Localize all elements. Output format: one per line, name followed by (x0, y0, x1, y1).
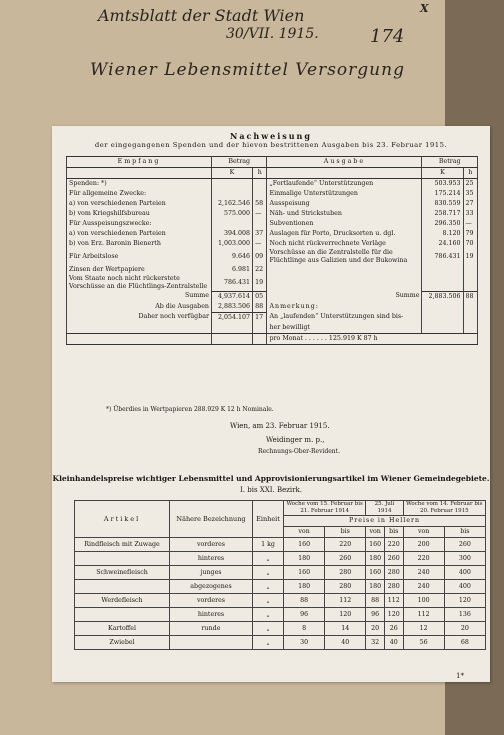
handwritten-source: Amtsblatt der Stadt Wien (98, 6, 305, 25)
price-cell: 96 (366, 608, 385, 622)
price-cell: 260 (384, 552, 403, 566)
ausgabe-item: Auslagen für Porto, Drucksorten u. dgl. (267, 229, 422, 239)
ausgabe-item: Subventionen (267, 219, 422, 229)
price-cell: 260 (444, 538, 485, 552)
ausgabe-h: 70 (463, 239, 477, 249)
summe-label-right: Summe (267, 291, 422, 302)
price-cell: 160 (284, 566, 325, 580)
handwritten-date: 30/VII. 1915. (226, 26, 319, 42)
empfang-k: 575.000 (212, 209, 253, 219)
empfang-k: 9.646 (212, 249, 253, 265)
ausgabe-item: Einmalige Unterstützungen (267, 189, 422, 199)
price-cell: 8 (284, 622, 325, 636)
price-cell: 160 (366, 538, 385, 552)
price-cell: 220 (384, 538, 403, 552)
empfang-k: 394.008 (212, 229, 253, 239)
ausgabe-h: 25 (463, 179, 477, 190)
price-cell: 96 (284, 608, 325, 622)
table-row (67, 265, 478, 275)
ausgabe-item: Näh- und Strickstuben (267, 209, 422, 219)
price-cell: 30 (284, 636, 325, 650)
empfang-k (212, 179, 253, 190)
artikel-cell: Werdefleisch (75, 594, 170, 608)
anmerkung-text-3: pro Monat . . . . . . 125.919 K 87 h (267, 333, 478, 344)
price-cell: 14 (325, 622, 366, 636)
ausgabe-k: 175.214 (422, 189, 463, 199)
artikel-cell (75, 552, 170, 566)
rest-h: 17 (253, 312, 267, 323)
price-cell: 160 (284, 538, 325, 552)
price-cell: 280 (325, 566, 366, 580)
donations-table (66, 156, 478, 345)
bezeichnung-cell: hinteres (170, 608, 253, 622)
ausgabe-h: 35 (463, 189, 477, 199)
doc1-subtitle: der eingegangenen Spenden und der hievon bestrittenen Ausgaben bis 23. Februar 1915. (94, 141, 448, 149)
price-cell: 120 (444, 594, 485, 608)
bezeichnung-cell: vorderes (170, 538, 253, 552)
price-cell: 112 (325, 594, 366, 608)
doc2-title: Kleinhandelspreise wichtiger Lebensmittel und Approvisionierungsartikel im Wiener Gemeindegebiete. (52, 474, 490, 483)
price-cell: 26 (384, 622, 403, 636)
ausgabe-h: — (463, 219, 477, 229)
ab-label: Ab die Ausgaben (67, 302, 212, 313)
ausgabe-k: 503.953 (422, 179, 463, 190)
bezeichnung-cell: vorderes (170, 594, 253, 608)
header-h-left: h (253, 168, 267, 179)
price-cell: 40 (384, 636, 403, 650)
rest-k: 2,054.107 (212, 312, 253, 323)
empfang-k: 6.981 (212, 265, 253, 275)
anmerkung-text-2: her bewilligt (267, 323, 422, 334)
bezeichnung-cell: runde (170, 622, 253, 636)
price-cell: 280 (384, 566, 403, 580)
artikel-cell: Schweinefleisch (75, 566, 170, 580)
table-row (67, 189, 478, 199)
header-betrag-right: Betrag (422, 157, 478, 168)
header-betrag-left: Betrag (212, 157, 267, 168)
col-artikel: Artikel (75, 501, 170, 538)
table-row (67, 249, 478, 265)
ausgabe-item: Noch nicht rückverrechnete Verläge (267, 239, 422, 249)
ausgabe-item: Ausspeisung (267, 199, 422, 209)
table-row (67, 179, 478, 190)
price-cell: 280 (325, 580, 366, 594)
empfang-k (212, 219, 253, 229)
ausgabe-k (422, 265, 463, 275)
artikel-cell: Rindfleisch mit Zuwage (75, 538, 170, 552)
col-von-1: von (284, 527, 325, 538)
header-k-left: K (212, 168, 253, 179)
price-cell: 12 (403, 622, 444, 636)
empfang-h: — (253, 209, 267, 219)
price-cell: 240 (403, 566, 444, 580)
empfang-h: 58 (253, 199, 267, 209)
rest-label: Daher noch verfügbar (67, 312, 212, 323)
price-cell: 100 (403, 594, 444, 608)
footnote: *) Überdies in Wertpapieren 288.929 K 12 h Nominale. (106, 406, 274, 413)
place-date: Wien, am 23. Februar 1915. (230, 422, 330, 430)
table-row (75, 566, 486, 580)
header-h-right: h (463, 168, 477, 179)
price-cell: 200 (403, 538, 444, 552)
table-row (67, 199, 478, 209)
empfang-item: Für Arbeitslose (67, 249, 212, 265)
empfang-k: 786.431 (212, 275, 253, 291)
price-cell: 112 (403, 608, 444, 622)
printed-clipping (52, 126, 490, 682)
empfang-h: 19 (253, 275, 267, 291)
table-row (75, 608, 486, 622)
doc2-subtitle: I. bis XXI. Bezirk. (240, 486, 302, 494)
price-cell: 120 (384, 608, 403, 622)
ausgabe-k: 830.559 (422, 199, 463, 209)
empfang-item: Für allgemeine Zwecke: (67, 189, 212, 199)
ausgabe-item (267, 265, 422, 275)
empfang-item: Für Ausspeisungszwecke: (67, 219, 212, 229)
table-row (75, 538, 486, 552)
anmerkung-title: Anmerkung: (267, 302, 422, 313)
summe-left-h: 05 (253, 291, 267, 302)
ausgabe-h: 27 (463, 199, 477, 209)
anmerkung-text-1: An „laufenden“ Unterstützungen sind bis- (267, 312, 422, 323)
empfang-item: a) von verschiedenen Parteien (67, 199, 212, 209)
price-cell: 240 (403, 580, 444, 594)
price-cell: 180 (284, 580, 325, 594)
table-row (67, 219, 478, 229)
einheit-cell: „ (253, 552, 284, 566)
ausgabe-h: 19 (463, 249, 477, 265)
einheit-cell: „ (253, 622, 284, 636)
einheit-cell: 1 kg (253, 538, 284, 552)
artikel-cell: Kartoffel (75, 622, 170, 636)
handwritten-mark: X (420, 2, 429, 15)
ab-h: 88 (253, 302, 267, 313)
ausgabe-k: 296.350 (422, 219, 463, 229)
header-empfang: Empfang (67, 157, 212, 168)
price-cell: 180 (284, 552, 325, 566)
ausgabe-k: 24.160 (422, 239, 463, 249)
col-preise: Preise in Hellern (284, 516, 486, 527)
artikel-cell: Zwiebel (75, 636, 170, 650)
col-bezeichnung: Nähere Bezeichnung (170, 501, 253, 538)
empfang-h (253, 219, 267, 229)
bezeichnung-cell: abgezogenes (170, 580, 253, 594)
header-ausgabe: Ausgabe (267, 157, 422, 168)
table-row (75, 636, 486, 650)
doc1-title: Nachweisung (230, 131, 312, 141)
price-cell: 68 (444, 636, 485, 650)
price-cell: 32 (366, 636, 385, 650)
price-cell: 220 (325, 538, 366, 552)
summe-right-k: 2,883.506 (422, 291, 463, 302)
artikel-cell (75, 580, 170, 594)
empfang-item: Vom Staate noch nicht rückerstete Vorschüsse an die Flüchtlings-Zentralstelle (67, 275, 212, 291)
ausgabe-item: „Fortlaufende“ Unterstützungen (267, 179, 422, 190)
price-cell: 120 (325, 608, 366, 622)
price-cell: 20 (444, 622, 485, 636)
price-cell: 20 (366, 622, 385, 636)
handwritten-number: 174 (370, 26, 405, 47)
empfang-k: 2,162.546 (212, 199, 253, 209)
price-cell: 40 (325, 636, 366, 650)
ab-k: 2,883.506 (212, 302, 253, 313)
summe-label-left: Summe (67, 291, 212, 302)
price-cell: 88 (366, 594, 385, 608)
empfang-item: Spenden: *) (67, 179, 212, 190)
ausgabe-k (422, 275, 463, 291)
price-cell: 136 (444, 608, 485, 622)
price-cell: 180 (366, 580, 385, 594)
einheit-cell: „ (253, 636, 284, 650)
table-row (67, 275, 478, 291)
ausgabe-k: 258.717 (422, 209, 463, 219)
table-row (75, 594, 486, 608)
price-cell: 260 (325, 552, 366, 566)
artikel-cell (75, 608, 170, 622)
price-cell: 280 (384, 580, 403, 594)
summe-left-k: 4,937.614 (212, 291, 253, 302)
empfang-h (253, 179, 267, 190)
empfang-h (253, 189, 267, 199)
header-k-right: K (422, 168, 463, 179)
ausgabe-k: 8.120 (422, 229, 463, 239)
ausgabe-item (267, 275, 422, 291)
bezeichnung-cell: junges (170, 566, 253, 580)
empfang-h: 09 (253, 249, 267, 265)
summe-right-h: 88 (463, 291, 477, 302)
empfang-h: 37 (253, 229, 267, 239)
signer-name: Weidinger m. p., (266, 436, 325, 444)
price-cell: 400 (444, 566, 485, 580)
empfang-item: a) von verschiedenen Parteien (67, 229, 212, 239)
empfang-k (212, 189, 253, 199)
table-row (67, 239, 478, 249)
ausgabe-h: 33 (463, 209, 477, 219)
col-einheit: Einheit (253, 501, 284, 538)
bezeichnung-cell: hinteres (170, 552, 253, 566)
price-cell: 400 (444, 580, 485, 594)
ausgabe-h (463, 275, 477, 291)
col-von-2: von (366, 527, 385, 538)
ausgabe-h (463, 265, 477, 275)
col-period-3: Woche vom 14. Februar bis 20. Februar 1915 (403, 501, 485, 516)
prices-table (74, 500, 486, 650)
col-bis-2: bis (384, 527, 403, 538)
col-von-3: von (403, 527, 444, 538)
einheit-cell: „ (253, 566, 284, 580)
signer-role: Rechnungs-Ober-Revident. (258, 448, 340, 455)
table-row (75, 622, 486, 636)
empfang-h: — (253, 239, 267, 249)
price-cell: 112 (384, 594, 403, 608)
price-cell: 180 (366, 552, 385, 566)
ausgabe-item: Vorschüsse an die Zentralstelle für die Flüchtlinge aus Galizien und der Bukowina (267, 249, 422, 265)
handwritten-subject: Wiener Lebensmittel Versorgung (90, 60, 405, 80)
price-cell: 88 (284, 594, 325, 608)
col-bis-1: bis (325, 527, 366, 538)
empfang-item: Zinsen der Wertpapiere (67, 265, 212, 275)
empfang-h: 22 (253, 265, 267, 275)
einheit-cell: „ (253, 580, 284, 594)
empfang-k: 1,003.000 (212, 239, 253, 249)
col-period-2: 25. Juli 1914 (366, 501, 403, 516)
price-cell: 220 (403, 552, 444, 566)
table-row (75, 552, 486, 566)
table-row (67, 229, 478, 239)
einheit-cell: „ (253, 594, 284, 608)
price-cell: 160 (366, 566, 385, 580)
page-mark: 1* (456, 672, 464, 680)
ausgabe-k: 786.431 (422, 249, 463, 265)
price-cell: 300 (444, 552, 485, 566)
col-bis-3: bis (444, 527, 485, 538)
einheit-cell: „ (253, 608, 284, 622)
ausgabe-h: 79 (463, 229, 477, 239)
price-cell: 56 (403, 636, 444, 650)
empfang-item: b) von Erz. Baronin Bienerth (67, 239, 212, 249)
empfang-item: b) vom Kriegshilfsbureau (67, 209, 212, 219)
table-row (75, 580, 486, 594)
table-row (67, 209, 478, 219)
col-period-1: Woche vom 15. Februar bis 21. Februar 1914 (284, 501, 366, 516)
bezeichnung-cell (170, 636, 253, 650)
